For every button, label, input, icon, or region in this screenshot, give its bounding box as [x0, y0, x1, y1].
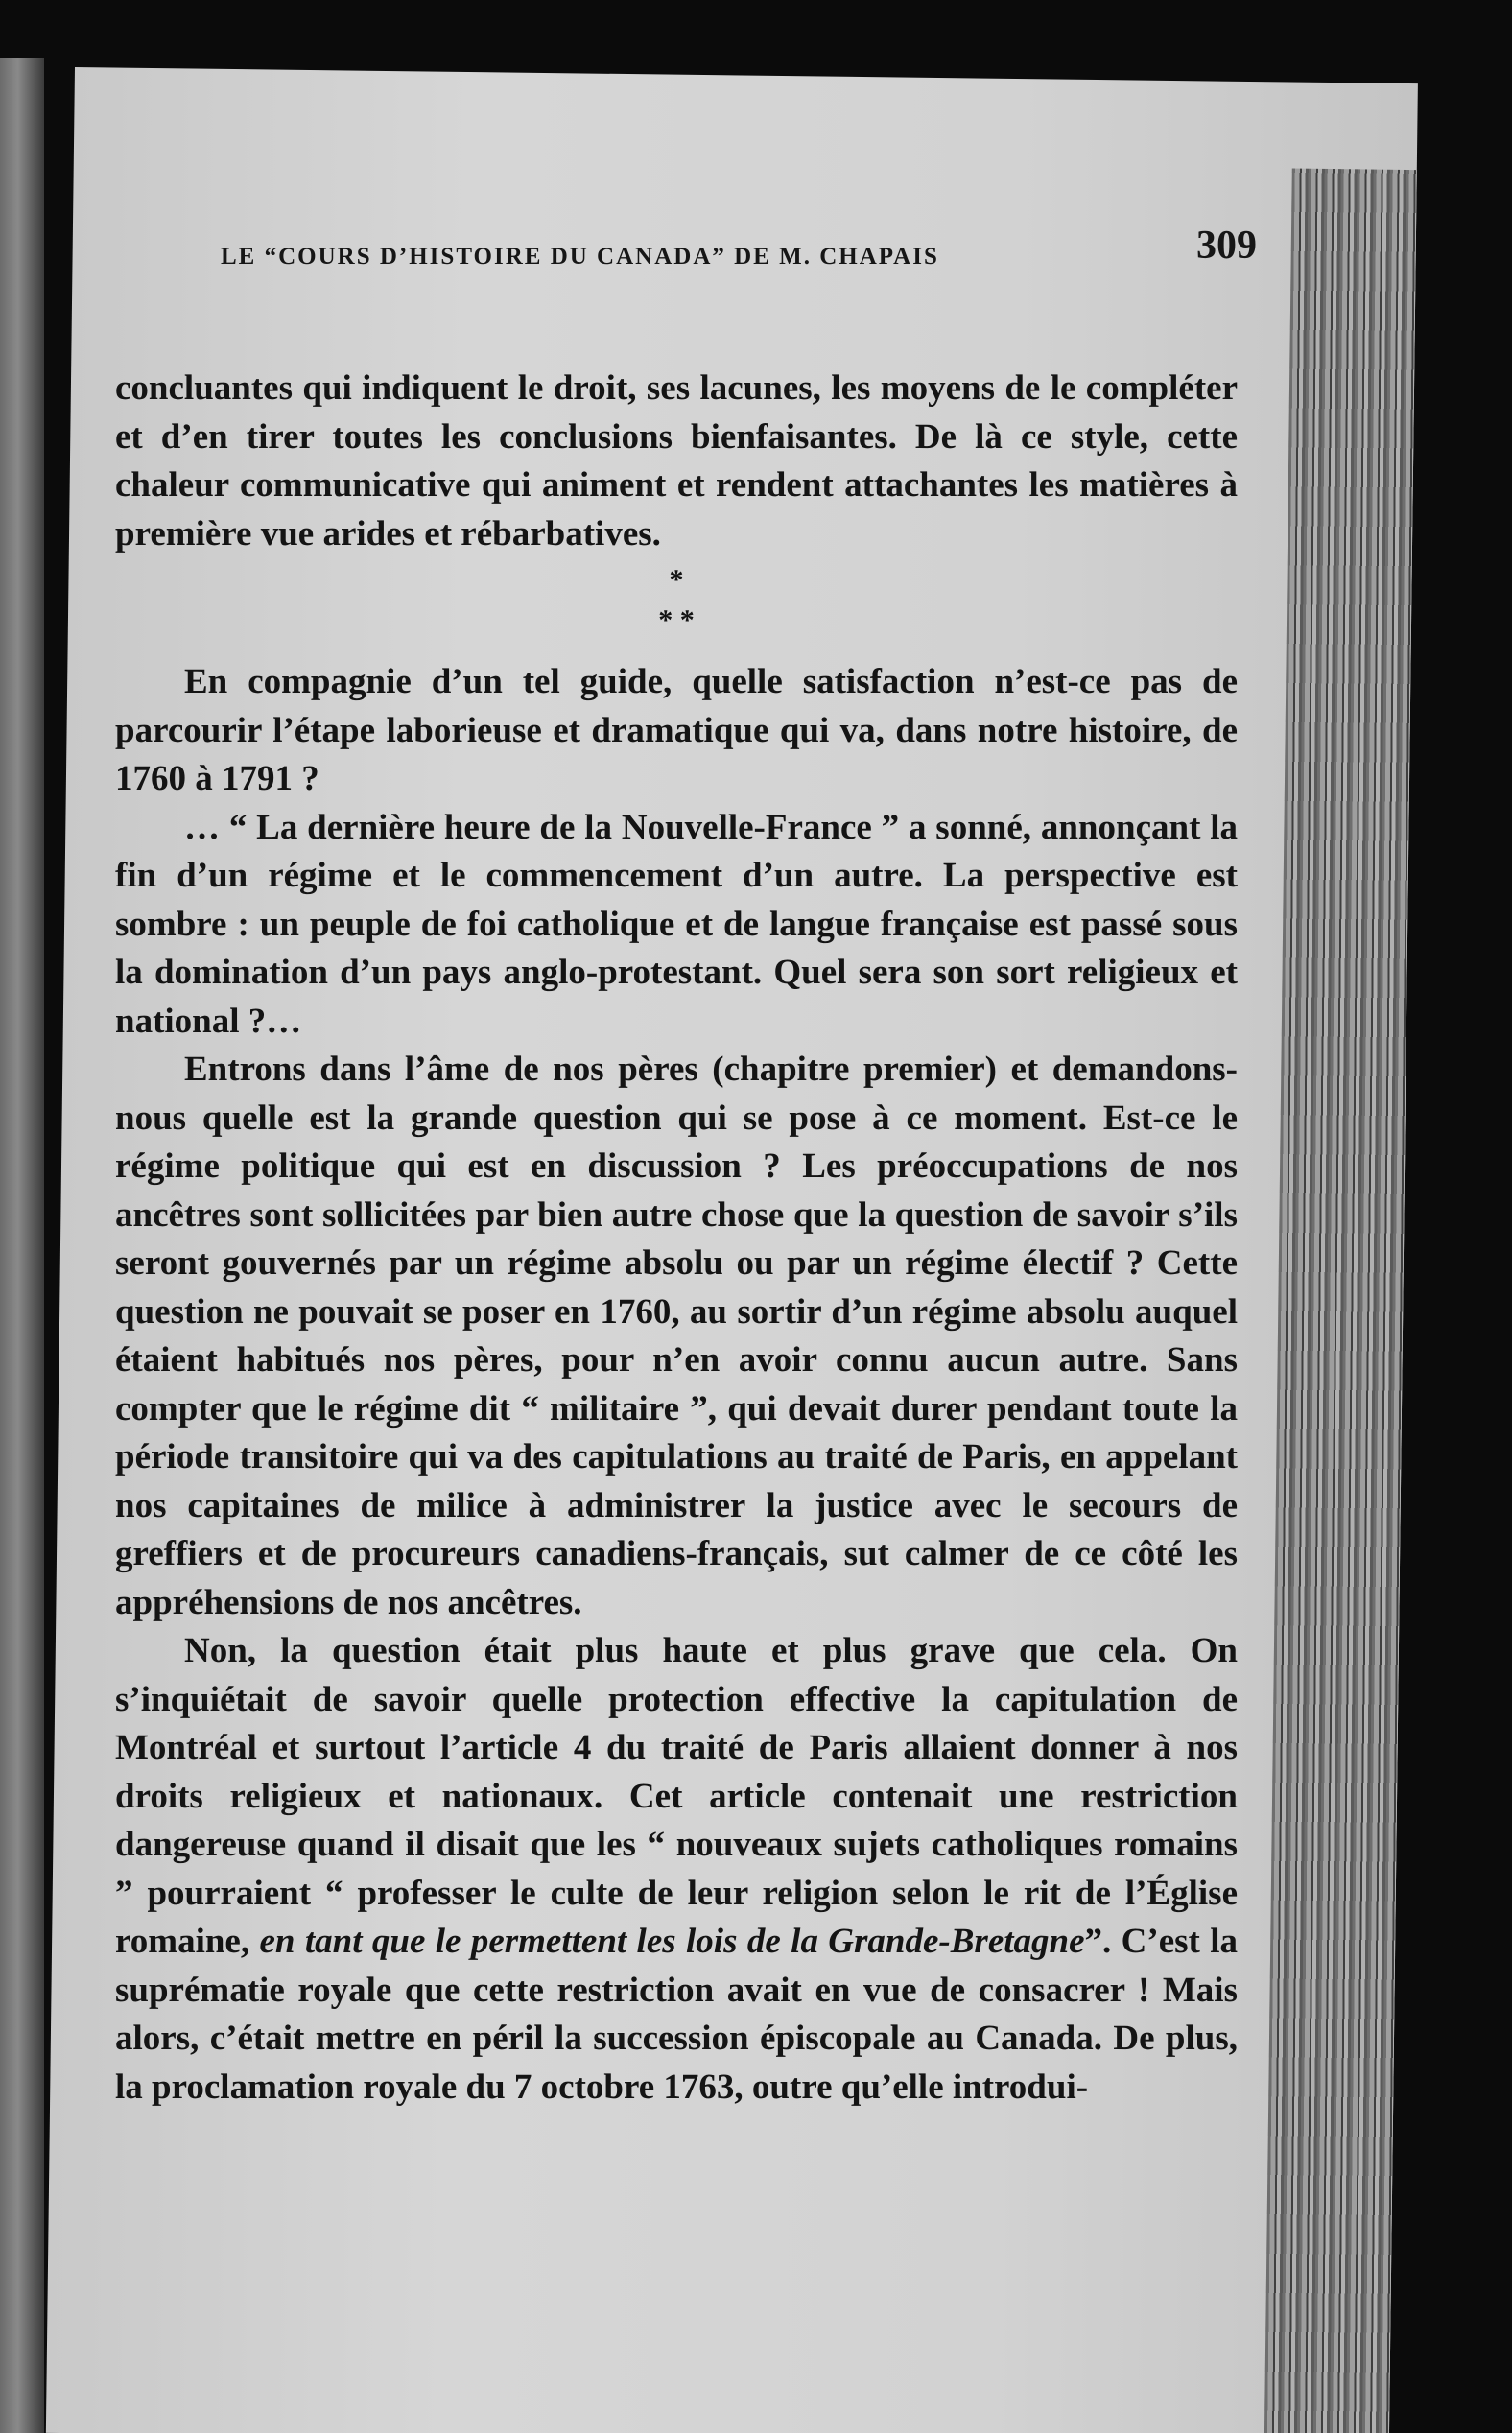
- section-break-asterisks: [115, 560, 1238, 641]
- paragraph-continuation: concluantes qui indiquent le droit, ses lacunes, les moyens de le compléter et d’en tirer toutes les conclusions bienfaisantes. De là ce style, cette chaleur communicative qui animent et rendent attachantes les matières à première vue arides et rébarbatives.: [115, 368, 1238, 554]
- page-number: 309: [1196, 224, 1257, 268]
- page-body: [115, 365, 1238, 2112]
- paragraph-question-plus-haute: [115, 1627, 1238, 2112]
- paragraph-guide: En compagnie d’un tel guide, quelle satisfaction n’est-ce pas de parcourir l’étape laborieuse et dramatique qui va, dans notre histoire, de 1760 à 1791 ?: [115, 662, 1238, 798]
- paragraph-ame-de-nos-peres: Entrons dans l’âme de nos pères (chapitre premier) et demandons-nous quelle est la grande question qui se pose à ce moment. Est-ce le régime politique qui est en discussion ? Les préoccupations de nos ancêtres sont sollicitées par bien autre chose que la question de savoir s’ils seront gouvernés par un régime absolu ou par un régime électif ? Cette question ne pouvait se poser en 1760, au sortir d’un régime absolu auquel étaient habitués nos pères, pour n’en avoir connu aucun autre. Sans compter que le régime dit “ militaire ”, qui devait durer pendant toute la période transitoire qui va des capitulations au traité de Paris, en appelant nos capitaines de milice à administrer la justice avec le secours de greffiers et de procureurs canadiens-français, sut calmer de ce côté les appréhensions de nos ancêtres.: [115, 1050, 1238, 1622]
- page-header: [144, 223, 1257, 290]
- asterism-top: *: [669, 564, 684, 596]
- facing-page-edge: [0, 58, 44, 2433]
- paragraph-quotation: … “ La dernière heure de la Nouvelle-France ” a sonné, annonçant la fin d’un régime et le commencement d’un autre. La perspective est sombre : un peuple de foi catholique et de langue française est passé sous la domination d’un pays anglo-protestant. Quel sera son sort religieux et national ?…: [115, 807, 1238, 1041]
- paragraph-text-after-italic: ”. C’est la suprématie royale que cette restriction avait en vue de consacrer ! Mais alors, c’était mettre en péril la succession épiscopale au Canada. De plus, la proclamation royale du 7 octobre 1763, outre qu’elle introdui-: [115, 1922, 1239, 2107]
- asterism-bottom: * *: [658, 604, 695, 636]
- stacked-page-edges: [1264, 169, 1417, 2433]
- paragraph-text-before-italic: Non, la question était plus haute et plus grave que cela. On s’inquiétait de savoir quelle protection effective la capitulation de Montréal et surtout l’article 4 du traité de Paris allaient donner à nos droits religieux et nationaux. Cet article contenait une restriction dangereuse quand il disait que les “ nouveaux sujets catholiques romains ” pourraient “ professer le culte de leur religion selon le rit de l’Église romaine,: [115, 1631, 1238, 1961]
- italic-quotation: en tant que le permettent les lois de la Grande-Bretagne: [259, 1922, 1085, 1961]
- running-head: LE “COURS D’HISTOIRE DU CANADA” DE M. CHAPAIS: [221, 244, 939, 270]
